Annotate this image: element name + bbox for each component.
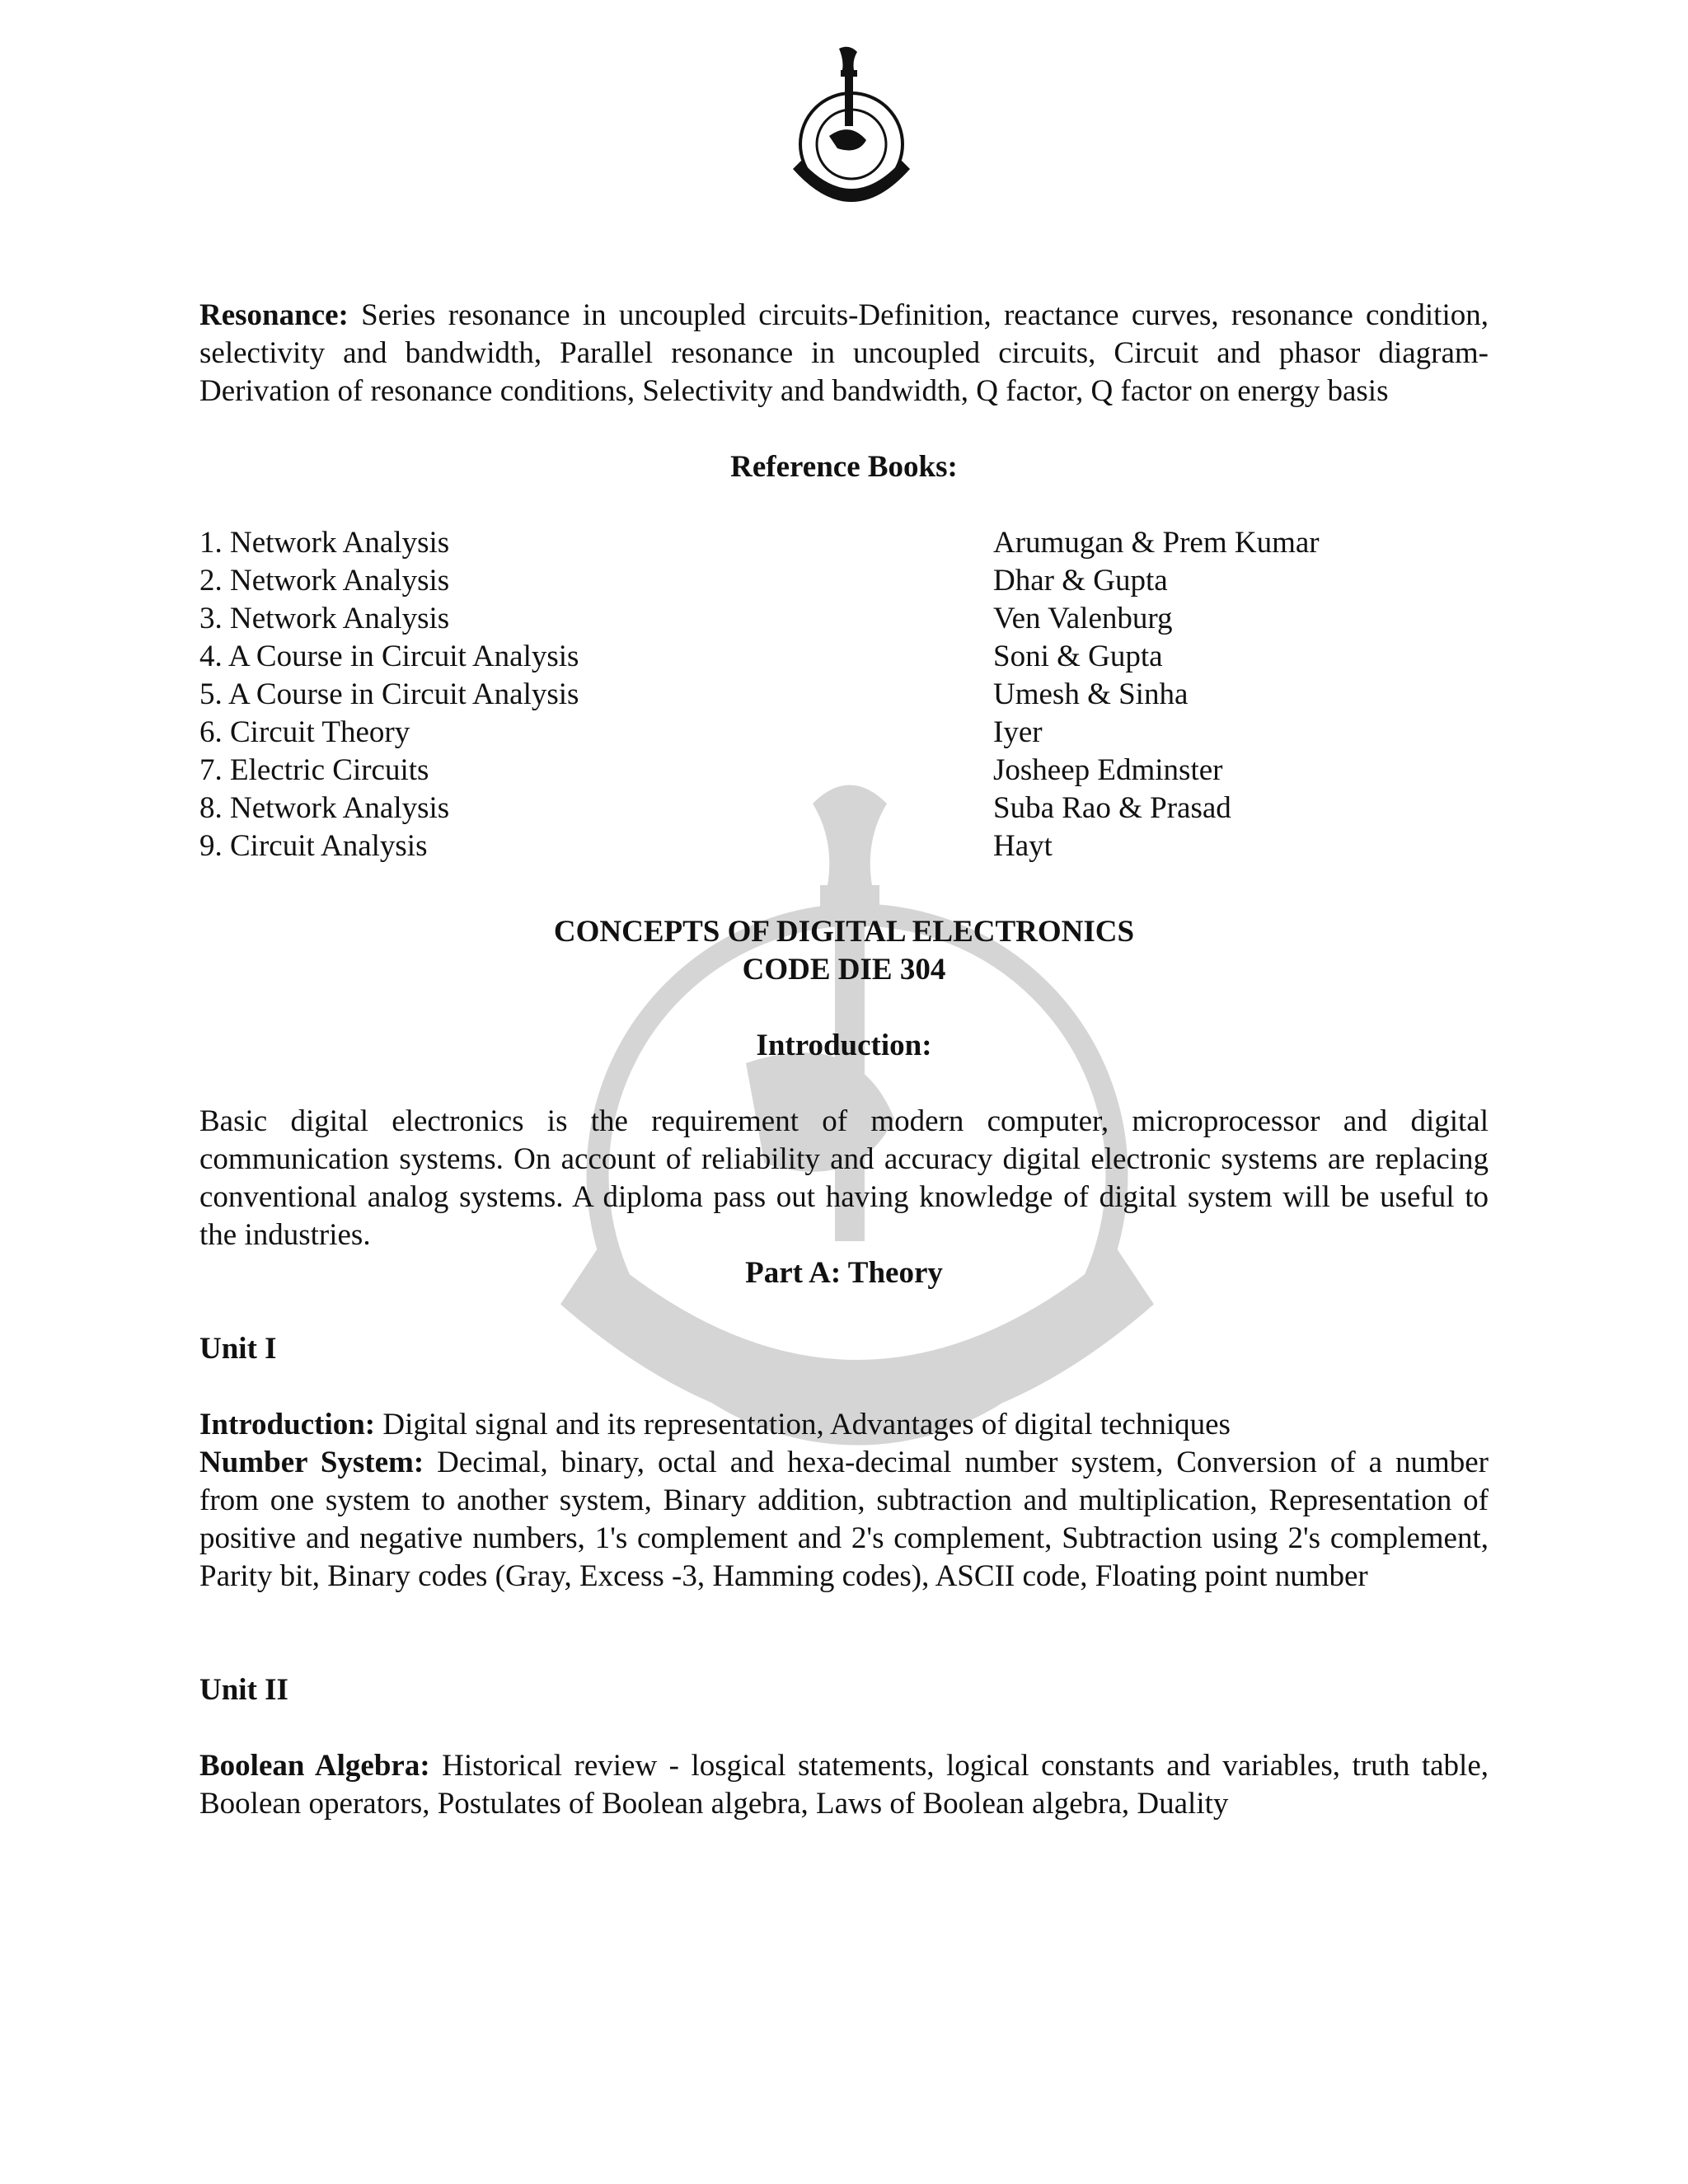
reference-books-list [199,524,1489,865]
book-author: Hayt [993,829,1053,863]
list-item [199,638,1489,676]
book-author: Iyer [993,715,1043,749]
course-code: CODE DIE 304 [742,953,946,987]
resonance-text: Series resonance in uncoupled circuits-Definition, reactance curves, resonance condition, selectivity and bandwidth, Parallel resonance in uncoupled circuits, Circuit and phasor diagram- Derivation of resonance conditions, Selectivity and bandwidth, Q factor, Q factor on energy basis [199,298,1489,408]
book-author: Suba Rao & Prasad [993,791,1231,825]
book-title: 6. Circuit Theory [199,715,410,749]
book-title: 8. Network Analysis [199,791,450,825]
list-item [199,714,1489,752]
unit-1-introduction-label: Introduction: [199,1408,376,1441]
number-system-label: Number System: [199,1446,424,1479]
book-author: Ven Valenburg [993,602,1173,635]
number-system-text: Decimal, binary, octal and hexa-decimal number system, Conversion of a number from one system to another system, Binary addition, subtraction and multiplication, Representation of positive and negative numbers, 1's complement and 2's complement, Subtraction using 2's complement, Parity bit, Binary codes (Gray, Excess -3, Hamming codes), ASCII code, Floating point number [199,1446,1489,1593]
book-title: 5. A Course in Circuit Analysis [199,677,579,711]
unit-1-introduction-text: Digital signal and its representation, Advantages of digital techniques [375,1408,1231,1441]
university-seal-logo [781,45,921,202]
book-title: 2. Network Analysis [199,564,450,598]
book-author: Arumugan & Prem Kumar [993,526,1320,560]
book-title: 4. A Course in Circuit Analysis [199,640,579,673]
book-author: Umesh & Sinha [993,677,1189,711]
unit-1-heading: Unit I [199,1332,277,1366]
document-content [199,297,1489,1823]
list-item [199,524,1489,562]
unit-2-boolean-algebra [199,1747,1489,1823]
unit-2-heading: Unit II [199,1673,288,1707]
course-title: CONCEPTS OF DIGITAL ELECTRONICS [553,915,1135,949]
resonance-paragraph [199,297,1489,410]
boolean-algebra-text: Historical review - losgical statements, logical constants and variables, truth table, Boolean operators, Postulates of Boolean algebra, Laws of Boolean algebra, Duality [199,1749,1489,1821]
list-item [199,790,1489,827]
book-title: 7. Electric Circuits [199,753,429,787]
introduction-paragraph: Basic digital electronics is the requirement of modern computer, microprocessor and digital communication systems. On account of reliability and accuracy digital electronic systems are replacing conventional analog systems. A diploma pass out having knowledge of digital system will be useful to the industries. [199,1104,1489,1252]
list-item [199,676,1489,714]
book-title: 1. Network Analysis [199,526,450,560]
reference-books-heading: Reference Books: [730,450,958,484]
resonance-label: Resonance: [199,298,349,332]
book-author: Dhar & Gupta [993,564,1168,598]
book-author: Soni & Gupta [993,640,1163,673]
list-item [199,752,1489,790]
unit-1-number-system [199,1444,1489,1596]
boolean-algebra-label: Boolean Algebra: [199,1749,430,1783]
list-item [199,562,1489,600]
list-item [199,827,1489,865]
unit-1-introduction [199,1406,1489,1444]
book-title: 3. Network Analysis [199,602,450,635]
introduction-heading: Introduction: [756,1029,932,1062]
part-a-heading: Part A: Theory [745,1256,943,1290]
list-item [199,600,1489,638]
book-author: Josheep Edminster [993,753,1223,787]
book-title: 9. Circuit Analysis [199,829,428,863]
